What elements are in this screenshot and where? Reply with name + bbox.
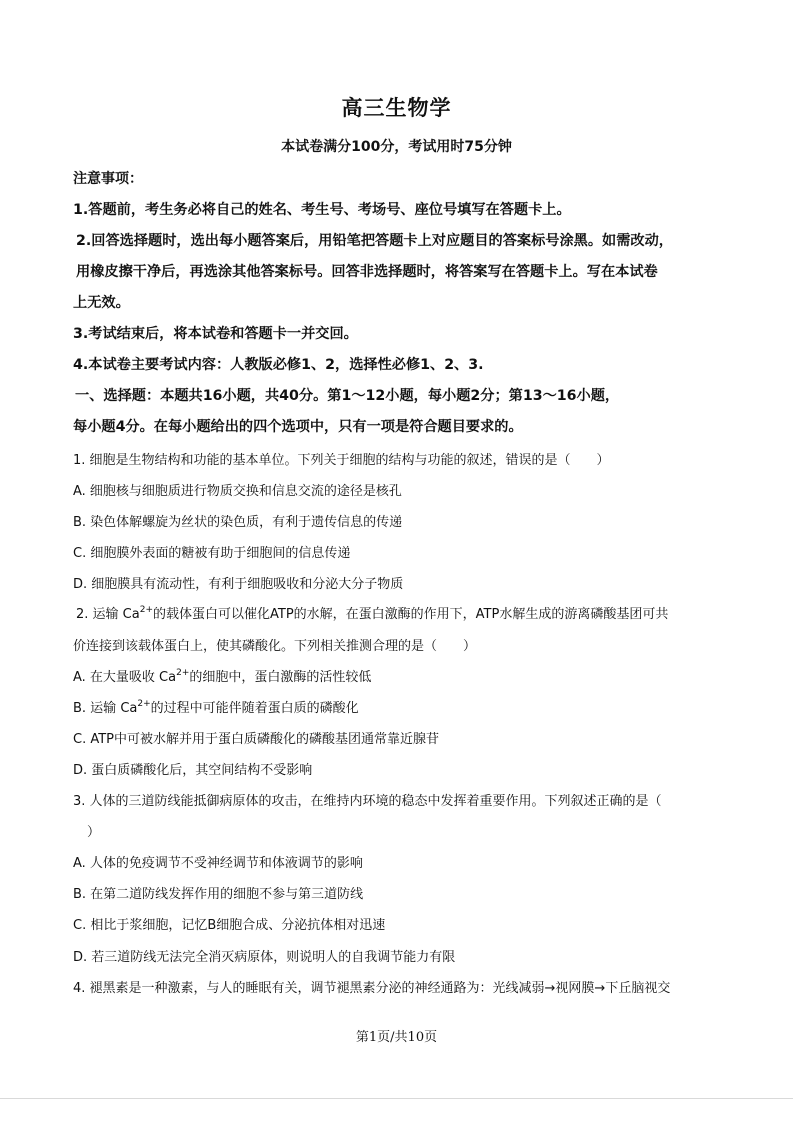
q2-a-part-2: 的细胞中，蛋白激酶的活性较低 bbox=[189, 670, 372, 685]
question-1-stem: 1. 细胞是生物结构和功能的基本单位。下列关于细胞的结构与功能的叙述，错误的是（ ） bbox=[73, 453, 610, 468]
question-3-option-b: B. 在第二道防线发挥作用的细胞不参与第三道防线 bbox=[73, 887, 364, 902]
question-3-option-c: C. 相比于浆细胞，记忆B细胞合成、分泌抗体相对迅速 bbox=[73, 918, 386, 933]
q2-stem-part-1: 2. 运输 Ca bbox=[76, 607, 140, 622]
q2-b-part-1: B. 运输 Ca bbox=[73, 701, 138, 716]
q2-b-part-2: 的过程中可能伴随着蛋白质的磷酸化 bbox=[150, 701, 359, 716]
question-3-option-d: D. 若三道防线无法完全消灭病原体，则说明人的自我调节能力有限 bbox=[73, 950, 456, 965]
q2-a-part-1: A. 在大量吸收 Ca bbox=[73, 670, 177, 685]
question-4-stem-line-1: 4. 褪黑素是一种激素，与人的睡眠有关，调节褪黑素分泌的神经通路为：光线减弱→视网膜→下丘脑视交 bbox=[73, 981, 671, 996]
question-1-option-a: A. 细胞核与细胞质进行物质交换和信息交流的途径是核孔 bbox=[73, 484, 402, 499]
calcium-charge: 2+ bbox=[176, 668, 190, 678]
question-1-option-b: B. 染色体解螺旋为丝状的染色质，有利于遗传信息的传递 bbox=[73, 515, 403, 530]
notice-item-2-line-1: 2.回答选择题时，选出每小题答案后，用铅笔把答题卡上对应题目的答案标号涂黑。如需改动， bbox=[76, 233, 673, 249]
exam-info: 本试卷满分100分，考试用时75分钟 bbox=[281, 139, 512, 155]
question-1-option-d: D. 细胞膜具有流动性，有利于细胞吸收和分泌大分子物质 bbox=[73, 577, 404, 592]
page-title: 高三生物学 bbox=[341, 95, 452, 120]
page-number: 第1页/共10页 bbox=[355, 1030, 438, 1045]
question-3-stem-line-1: 3. 人体的三道防线能抵御病原体的攻击，在维持内环境的稳态中发挥着重要作用。下列叙述正确的是（ bbox=[73, 794, 662, 809]
notice-heading: 注意事项： bbox=[73, 171, 143, 187]
q2-stem-part-2: 的载体蛋白可以催化ATP的水解，在蛋白激酶的作用下，ATP水解生成的游离磷酸基团可共 bbox=[153, 607, 669, 622]
question-2-stem-line-2: 价连接到该载体蛋白上，使其磷酸化。下列相关推测合理的是（ ） bbox=[73, 639, 477, 654]
notice-item-1: 1.答题前，考生务必将自己的姓名、考生号、考场号、座位号填写在答题卡上。 bbox=[73, 202, 571, 218]
question-2-option-c: C. ATP中可被水解并用于蛋白质磷酸化的磷酸基团通常靠近腺苷 bbox=[73, 732, 440, 747]
section-heading-line-1: 一、选择题：本题共16小题，共40分。第1～12小题，每小题2分；第13～16小题， bbox=[75, 388, 620, 404]
question-2-option-a bbox=[73, 666, 371, 685]
calcium-charge: 2+ bbox=[137, 699, 151, 709]
section-heading-line-2: 每小题4分。在每小题给出的四个选项中，只有一项是符合题目要求的。 bbox=[73, 419, 523, 435]
question-2-option-b bbox=[73, 697, 359, 716]
question-3-option-a: A. 人体的免疫调节不受神经调节和体液调节的影响 bbox=[73, 856, 363, 871]
notice-item-4: 4.本试卷主要考试内容：人教版必修1、2，选择性必修1、2、3. bbox=[73, 357, 484, 373]
notice-item-2-line-2: 用橡皮擦干净后，再选涂其他答案标号。回答非选择题时，将答案写在答题卡上。写在本试卷 bbox=[76, 264, 658, 280]
notice-item-2-line-3: 上无效。 bbox=[73, 295, 130, 311]
question-1-option-c: C. 细胞膜外表面的糖被有助于细胞间的信息传递 bbox=[73, 546, 351, 561]
calcium-charge: 2+ bbox=[139, 605, 153, 615]
question-3-stem-line-2: ） bbox=[87, 825, 101, 840]
notice-item-3: 3.考试结束后，将本试卷和答题卡一并交回。 bbox=[73, 326, 358, 342]
page-bottom-rule bbox=[0, 1098, 793, 1099]
question-2-option-d: D. 蛋白质磷酸化后，其空间结构不受影响 bbox=[73, 763, 313, 778]
question-2-stem-line-1 bbox=[76, 603, 668, 622]
